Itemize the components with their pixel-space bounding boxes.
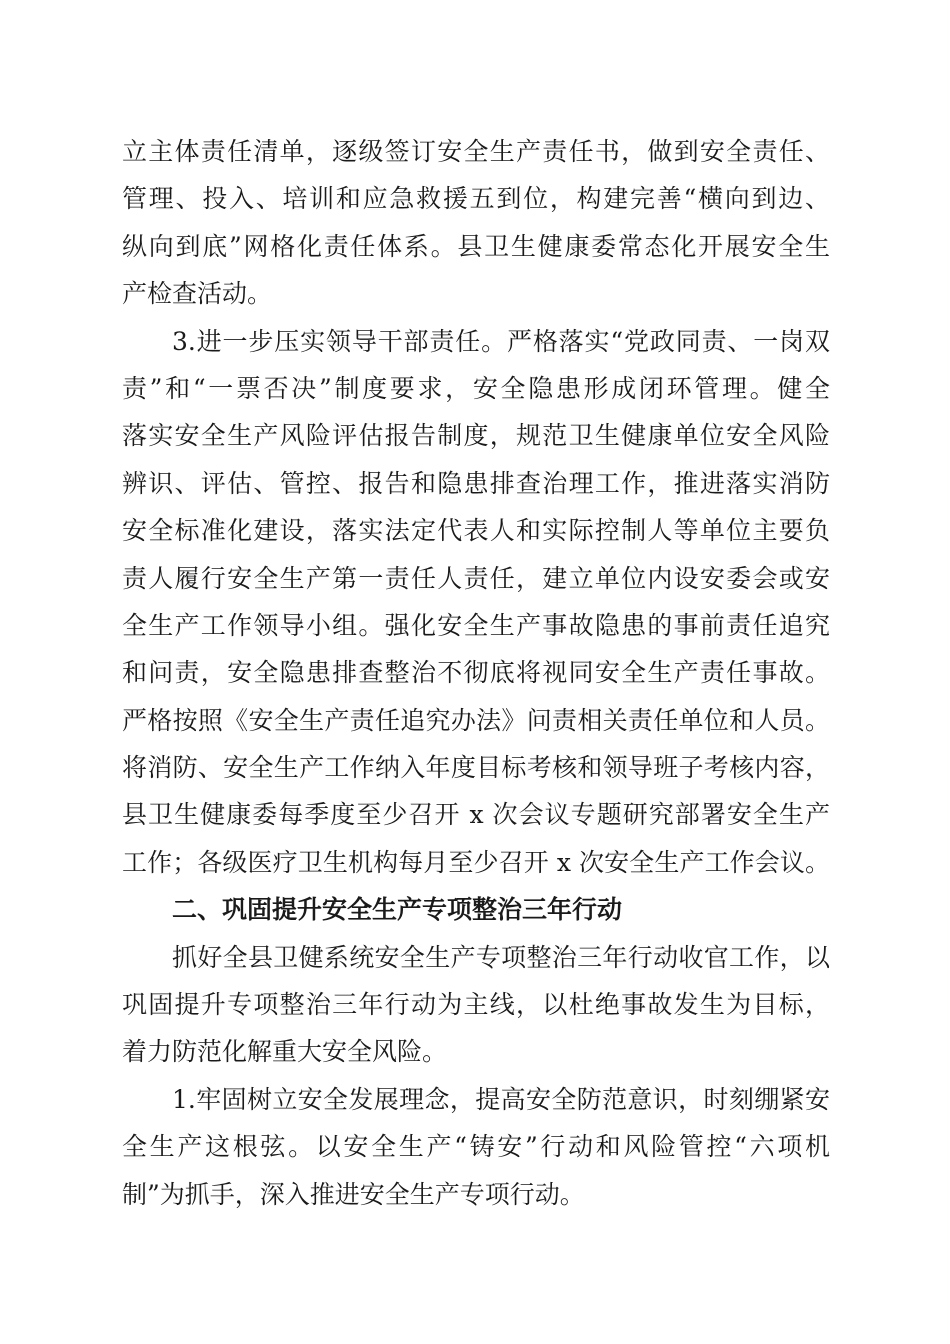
text-line: 落实安全生产风险评估报告制度，规范卫生健康单位安全风险 <box>122 421 830 451</box>
paragraph-start: 抓好全县卫健系统安全生产专项整治三年行动收官工作，以 <box>172 942 830 972</box>
text-line: 全生产工作领导小组。强化安全生产事故隐患的事前责任追究 <box>122 610 830 640</box>
text-line: 制”为抓手，深入推进安全生产专项行动。 <box>122 1179 585 1209</box>
text-line: 产检查活动。 <box>122 279 273 309</box>
text-line: 着力防范化解重大安全风险。 <box>122 1037 448 1067</box>
section-heading: 二、巩固提升安全生产专项整治三年行动 <box>172 895 623 925</box>
text-line: 辨识、评估、管控、报告和隐患排查治理工作，推进落实消防 <box>122 468 830 498</box>
text-line: 将消防、安全生产工作纳入年度目标考核和领导班子考核内容， <box>122 753 830 783</box>
text-line: 纵向到底”网格化责任体系。县卫生健康委常态化开展安全生 <box>122 231 830 261</box>
text-line: 县卫生健康委每季度至少召开 x 次会议专题研究部署安全生产 <box>122 800 830 830</box>
paragraph-1-start: 1.牢固树立安全发展理念，提高安全防范意识，时刻绷紧安 <box>172 1084 830 1114</box>
text-line: 责人履行安全生产第一责任人责任，建立单位内设安委会或安 <box>122 563 830 593</box>
paragraph-3-start: 3.进一步压实领导干部责任。严格落实“党政同责、一岗双 <box>172 326 830 356</box>
text-line: 工作；各级医疗卫生机构每月至少召开 x 次安全生产工作会议。 <box>122 847 830 877</box>
text-line: 和问责，安全隐患排查整治不彻底将视同安全生产责任事故。 <box>122 658 830 688</box>
text-line: 巩固提升专项整治三年行动为主线，以杜绝事故发生为目标， <box>122 990 830 1020</box>
text-line: 全生产这根弦。以安全生产“铸安”行动和风险管控“六项机 <box>122 1132 830 1162</box>
text-line: 责”和“一票否决”制度要求，安全隐患形成闭环管理。健全 <box>122 373 830 403</box>
text-line: 严格按照《安全生产责任追究办法》问责相关责任单位和人员。 <box>122 705 830 735</box>
text-line: 安全标准化建设，落实法定代表人和实际控制人等单位主要负 <box>122 516 830 546</box>
text-line: 立主体责任清单，逐级签订安全生产责任书，做到安全责任、 <box>122 137 830 166</box>
text-line: 管理、投入、培训和应急救援五到位，构建完善“横向到边、 <box>122 184 830 214</box>
document-body <box>122 128 830 1218</box>
